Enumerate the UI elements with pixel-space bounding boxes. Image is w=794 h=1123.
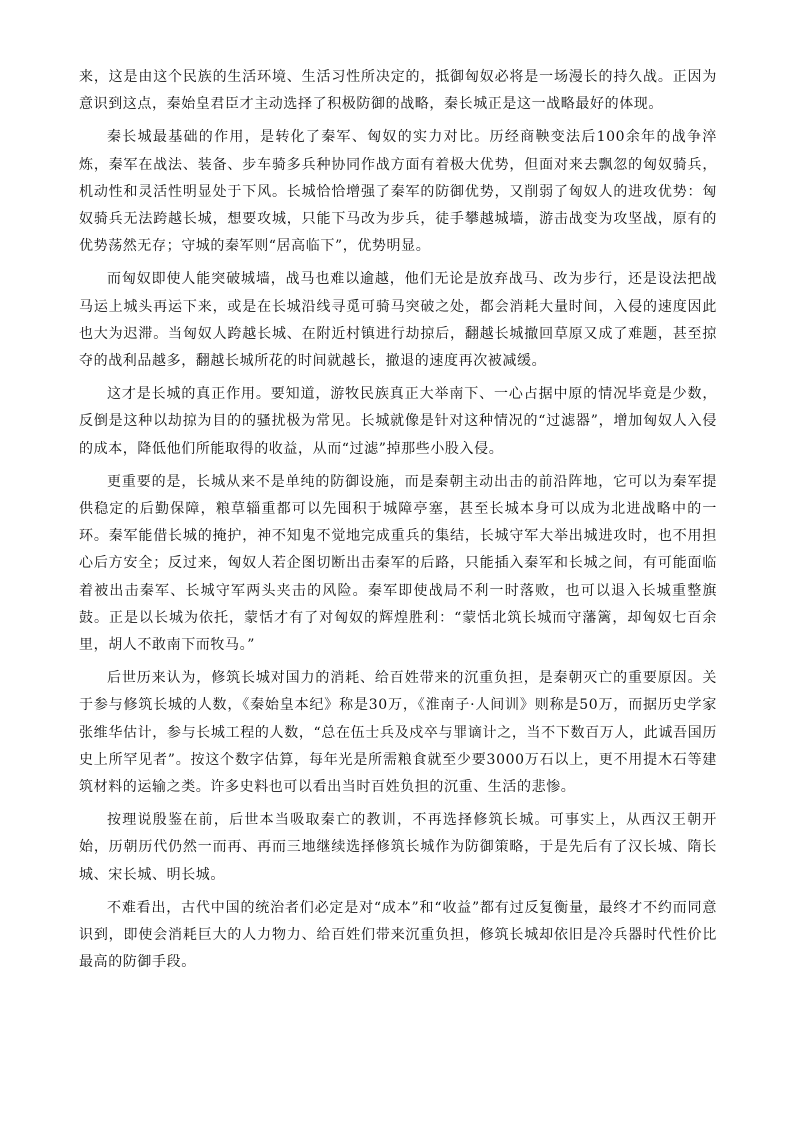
paragraph-1: 来，这是由这个民族的生活环境、生活习性所决定的，抵御匈奴必将是一场漫长的持久战。正因为意识到这点，秦始皇君臣才主动选择了积极防御的战略，秦长城正是这一战略最好的体现。: [79, 69, 717, 113]
paragraph-3: 而匈奴即使人能突破城墙，战马也难以逾越，他们无论是放弃战马、改为步行，还是设法把战马运上城头再运下来，或是在长城沿线寻觅可骑马突破之处，都会消耗大量时间，入侵的速度因此也大为迟滞。当匈奴人跨越长城、在附近村镇进行劫掠后，翻越长城撤回草原又成了难题，甚至掠夺的战利品越多，翻越长城所花的时间就越长，撤退的速度再次被减缓。: [79, 271, 717, 370]
document-body: [79, 64, 717, 983]
paragraph-2: 秦长城最基础的作用，是转化了秦军、匈奴的实力对比。历经商鞅变法后100余年的战争淬炼，秦军在战法、装备、步车骑多兵种协同作战方面有着极大优势，但面对来去飘忽的匈奴骑兵，机动性和灵活性明显处于下风。长城恰恰增强了秦军的防御优势，又削弱了匈奴人的进攻优势：匈奴骑兵无法跨越长城，想要攻城，只能下马改为步兵，徒手攀越城墙，游击战变为攻坚战，原有的优势荡然无存；守城的秦军则“居高临下”，优势明显。: [79, 129, 717, 255]
paragraph-4: 这才是长城的真正作用。要知道，游牧民族真正大举南下、一心占据中原的情况毕竟是少数，反倒是这种以劫掠为目的的骚扰极为常见。长城就像是针对这种情况的“过滤器”，增加匈奴人入侵的成本，降低他们所能取得的收益，从而“过滤”掉那些小股入侵。: [79, 386, 717, 457]
paragraph-5: 更重要的是，长城从来不是单纯的防御设施，而是秦朝主动出击的前沿阵地，它可以为秦军提供稳定的后勤保障，粮草辎重都可以先囤积于城障亭塞，甚至长城本身可以成为北进战略中的一环。秦军能借长城的掩护，神不知鬼不觉地完成重兵的集结，长城守军大举出城进攻时，也不用担心后方安全；反过来，匈奴人若企图切断出击秦军的后路，只能插入秦军和长城之间，有可能面临着被出击秦军、长城守军两头夹击的风险。秦军即使战局不利一时落败，也可以退入长城重整旗鼓。正是以长城为依托，蒙恬才有了对匈奴的辉煌胜利：“蒙恬北筑长城而守藩篱，却匈奴七百余里，胡人不敢南下而牧马。”: [79, 473, 717, 654]
paragraph-8: 不难看出，古代中国的统治者们必定是对“成本”和“收益”都有过反复衡量，最终才不约而同意识到，即使会消耗巨大的人力物力、给百姓们带来沉重负担，修筑长城却依旧是冷兵器时代性价比最高的防御手段。: [79, 899, 717, 971]
paragraph-7: 按理说殷鉴在前，后世本当吸取秦亡的教训，不再选择修筑长城。可事实上，从西汉王朝开始，历朝历代仍然一而再、再而三地继续选择修筑长城作为防御策略，于是先后有了汉长城、隋长城、宋长城、明长城。: [79, 812, 717, 883]
paragraph-6: 后世历来认为，修筑长城对国力的消耗、给百姓带来的沉重负担，是秦朝灭亡的重要原因。关于参与修筑长城的人数，《秦始皇本纪》称是30万，《淮南子·人间训》则称是50万，而据历史学家张维华估计，参与长城工程的人数，“总在伍士兵及戍卒与罪谪计之，当不下数百万人，此诚吾国历史上所罕见者”。按这个数字估算，每年光是所需粮食就至少要3000万石以上，更不用提木石等建筑材料的运输之类。许多史料也可以看出当时百姓负担的沉重、生活的悲惨。: [79, 670, 717, 796]
